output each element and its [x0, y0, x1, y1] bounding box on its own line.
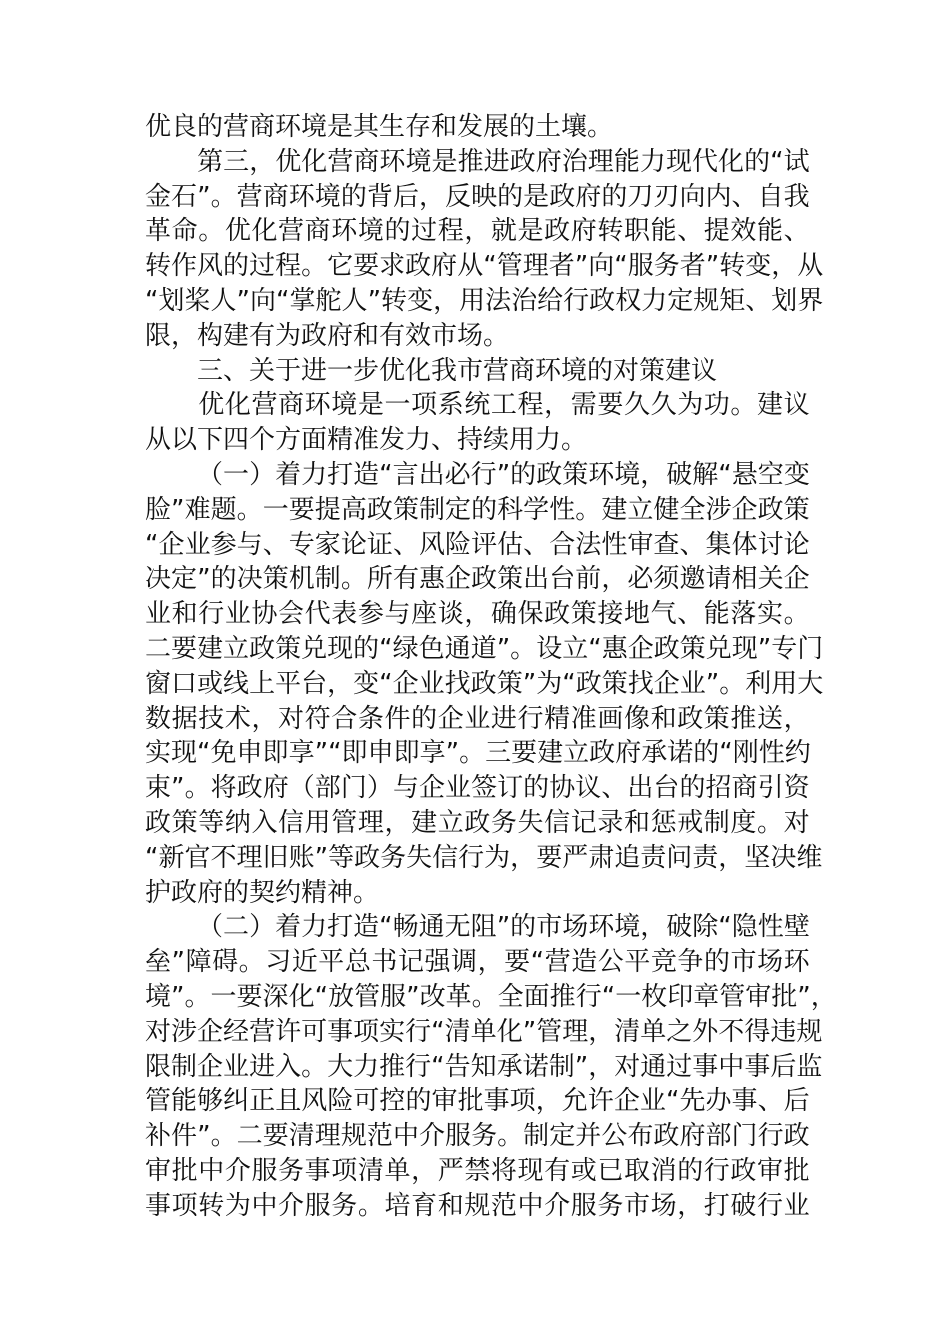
text-line: 窗 口 或 线 上 平 台 ， 变 “ 企 业 找 政 策 ” 为 “ 政 策 找 企 业 ” 。 利 用 大	[145, 668, 824, 699]
text-line: “ 新 官 不 理 旧 账 ” 等 政 务 失 信 行 为 ， 要 严 肃 追 责 问 责 ， 坚 决 维	[145, 842, 823, 873]
text-line: 境 ” 。 一 要 深 化 “ 放 管 服 ” 改 革 。 全 面 推 行 “ 一 枚 印 章 管 审 批 ” ，	[145, 981, 837, 1012]
text-line: 决 定 ” 的 决 策 机 制 。 所 有 惠 企 政 策 出 台 前 ， 必 须 邀 请 相 关 企	[145, 564, 810, 595]
text-line: “ 企 业 参 与 、 专 家 论 证 、 风 险 评 估 、 合 法 性 审 查 、 集 体 讨 论	[145, 529, 810, 560]
text-line: （ 一 ） 着 力 打 造 “ 言 出 必 行 ” 的 政 策 环 境 ， 破 解 “ 悬 空 变	[197, 459, 810, 490]
text-line: 垒 ” 障 碍 。 习 近 平 总 书 记 强 调 ， 要 “ 营 造 公 平 竞 争 的 市 场 环	[145, 947, 810, 978]
text-line: 限，构建有为政府和有效市场。	[145, 320, 510, 351]
body-text	[145, 110, 837, 1224]
text-line: 补 件 ” 。 二 要 清 理 规 范 中 介 服 务 。 制 定 并 公 布 政 府 部 门 行 政	[145, 1121, 810, 1152]
section-heading: 三、关于进一步优化我市营商环境的对策建议	[145, 355, 718, 386]
text-line: 限 制 企 业 进 入 。 大 力 推 行 “ 告 知 承 诺 制 ” ， 对 通 过 事 中 事 后 监	[145, 1051, 823, 1082]
text-line: 护政府的契约精神。	[145, 877, 380, 908]
text-line: 束 ” 。 将 政 府 （ 部 门 ） 与 企 业 签 订 的 协 议 、 出 台 的 招 商 引 资	[145, 773, 810, 804]
text-line: 审 批 中 介 服 务 事 项 清 单 ， 严 禁 将 现 有 或 已 取 消 的 行 政 审 批	[145, 1155, 810, 1186]
text-line: 优良的营商环境是其生存和发展的土壤。	[145, 112, 614, 142]
text-line: 优 化 营 商 环 境 是 一 项 系 统 工 程 ， 需 要 久 久 为 功 。 建 议	[198, 390, 810, 421]
text-line: “ 划 桨 人 ” 向 “ 掌 舵 人 ” 转 变 ， 用 法 治 给 行 政 权 力 定 规 矩 、 划 界	[145, 285, 824, 316]
text-line: 革 命 。 优 化 营 商 环 境 的 过 程 ， 就 是 政 府 转 职 能 、 提 效 能 、	[145, 216, 810, 247]
text-line: 金 石 ” 。 营 商 环 境 的 背 后 ， 反 映 的 是 政 府 的 刀 刃 向 内 、 自 我	[145, 181, 810, 212]
text-line: 事 项 转 为 中 介 服 务 。 培 育 和 规 范 中 介 服 务 市 场 ， 打 破 行 业	[145, 1190, 810, 1221]
text-line: 政 策 等 纳 入 信 用 管 理 ， 建 立 政 务 失 信 记 录 和 惩 戒 制 度 。 对	[145, 807, 810, 838]
text-line: 从以下四个方面精准发力、持续用力。	[145, 425, 588, 456]
text-line: 第 三 ， 优 化 营 商 环 境 是 推 进 政 府 治 理 能 力 现 代 化 的 “ 试	[197, 146, 810, 177]
text-line: 业 和 行 业 协 会 代 表 参 与 座 谈 ， 确 保 政 策 接 地 气 、 能 落 实 。	[145, 599, 810, 630]
text-line: 对 涉 企 经 营 许 可 事 项 实 行 “ 清 单 化 ” 管 理 ， 清 单 之 外 不 得 违 规	[145, 1016, 823, 1047]
text-line: （ 二 ） 着 力 打 造 “ 畅 通 无 阻 ” 的 市 场 环 境 ， 破 除 “ 隐 性 壁	[197, 912, 810, 943]
text-line: 脸 ” 难 题 。 一 要 提 高 政 策 制 定 的 科 学 性 。 建 立 健 全 涉 企 政 策	[145, 494, 810, 525]
text-line: 数 据 技 术 ， 对 符 合 条 件 的 企 业 进 行 精 准 画 像 和 政 策 推 送 ，	[145, 703, 810, 734]
text-line: 二 要 建 立 政 策 兑 现 的 “ 绿 色 通 道 ” 。 设 立 “ 惠 企 政 策 兑 现 ” 专 门	[145, 633, 824, 664]
text-line: 转 作 风 的 过 程 。 它 要 求 政 府 从 “ 管 理 者 ” 向 “ 服 务 者 ” 转 变 ， 从	[145, 251, 824, 282]
text-line: 实 现 “ 免 申 即 享 ” “ 即 申 即 享 ” 。 三 要 建 立 政 府 承 诺 的 “ 刚 性 约	[145, 738, 811, 769]
text-line: 管 能 够 纠 正 且 风 险 可 控 的 审 批 事 项 ， 允 许 企 业 “ 先 办 事 、 后	[145, 1086, 810, 1117]
